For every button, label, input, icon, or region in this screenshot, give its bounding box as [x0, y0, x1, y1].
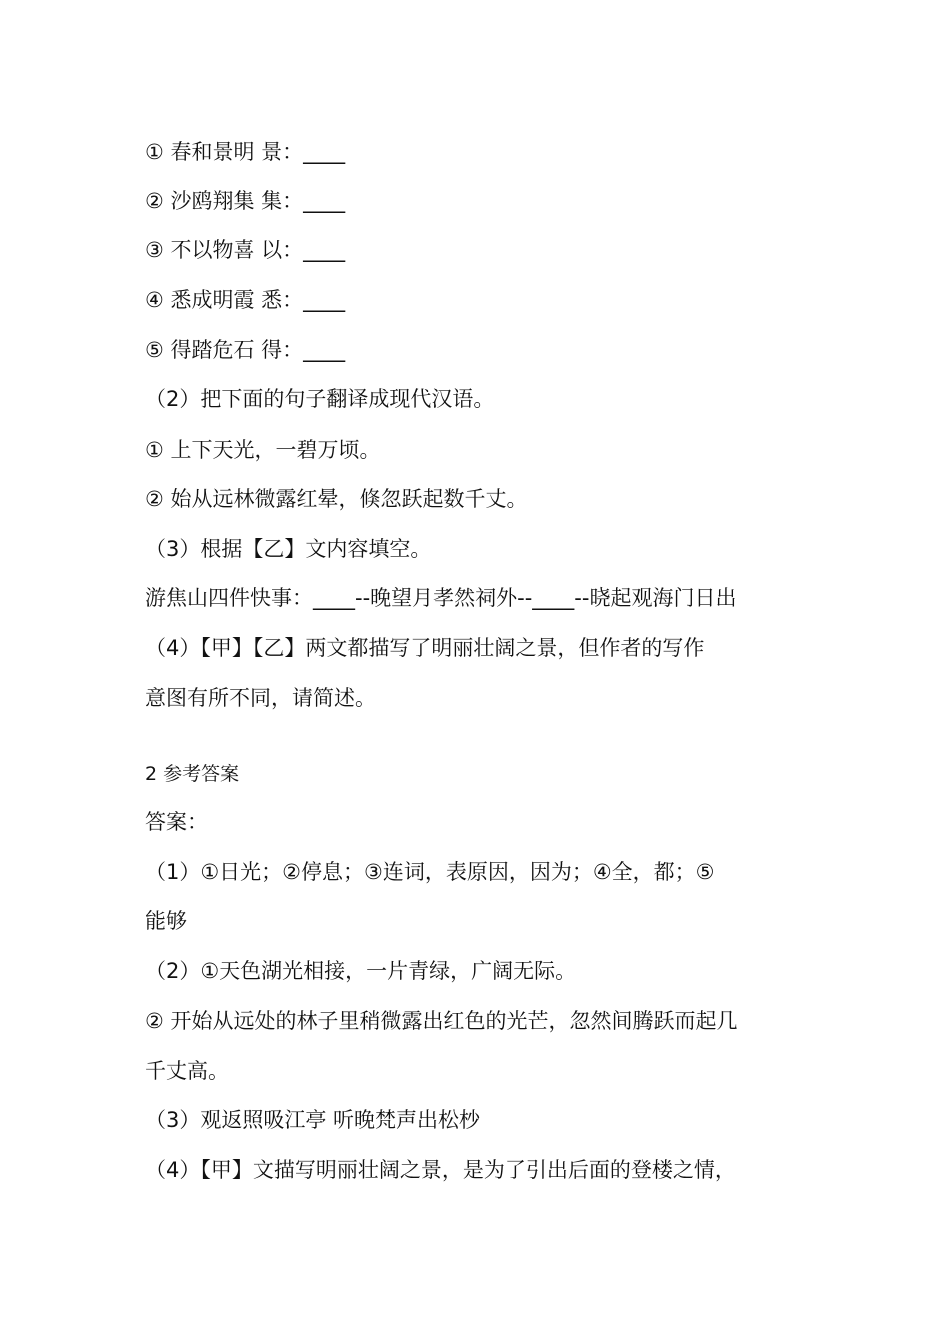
answer-4: （4）【甲】文描写明丽壮阔之景，是为了引出后面的登楼之情， — [145, 1158, 736, 1182]
answer-2-sentence-2-cont: 千丈高。 — [145, 1059, 229, 1083]
answer-section-heading: 2 参考答案 — [145, 763, 240, 785]
question-4-prompt-cont: 意图有所不同，请简述。 — [145, 686, 376, 710]
vocab-item-3: ③ 不以物喜 以：____ — [145, 238, 346, 262]
vocab-item-5: ⑤ 得踏危石 得：____ — [145, 338, 346, 362]
question-2-prompt: （2）把下面的句子翻译成现代汉语。 — [145, 387, 495, 411]
vocab-item-4: ④ 悉成明霞 悉：____ — [145, 288, 346, 312]
answer-2: （2）①天色湖光相接，一片青绿，广阔无际。 — [145, 959, 577, 983]
vocab-item-2: ② 沙鸥翔集 集：____ — [145, 189, 346, 213]
vocab-item-1: ① 春和景明 景：____ — [145, 140, 346, 164]
translation-sentence-2: ② 始从远林微露红晕，倏忽跃起数千丈。 — [145, 487, 528, 511]
translation-sentence-1: ① 上下天光，一碧万顷。 — [145, 438, 381, 462]
answer-3: （3）观返照吸江亭 听晚梵声出松杪 — [145, 1108, 481, 1132]
fill-blank-line: 游焦山四件快事：____--晚望月孝然祠外--____--晓起观海门日出 — [145, 586, 737, 610]
answer-1-cont: 能够 — [145, 909, 187, 933]
answer-1: （1）①日光；②停息；③连词，表原因，因为；④全，都；⑤ — [145, 860, 715, 884]
question-4-prompt: （4）【甲】【乙】两文都描写了明丽壮阔之景，但作者的写作 — [145, 636, 705, 660]
answer-2-sentence-2: ② 开始从远处的林子里稍微露出红色的光芒，忽然间腾跃而起几 — [145, 1009, 738, 1033]
question-3-prompt: （3）根据【乙】文内容填空。 — [145, 537, 432, 561]
answer-label: 答案： — [145, 810, 208, 834]
